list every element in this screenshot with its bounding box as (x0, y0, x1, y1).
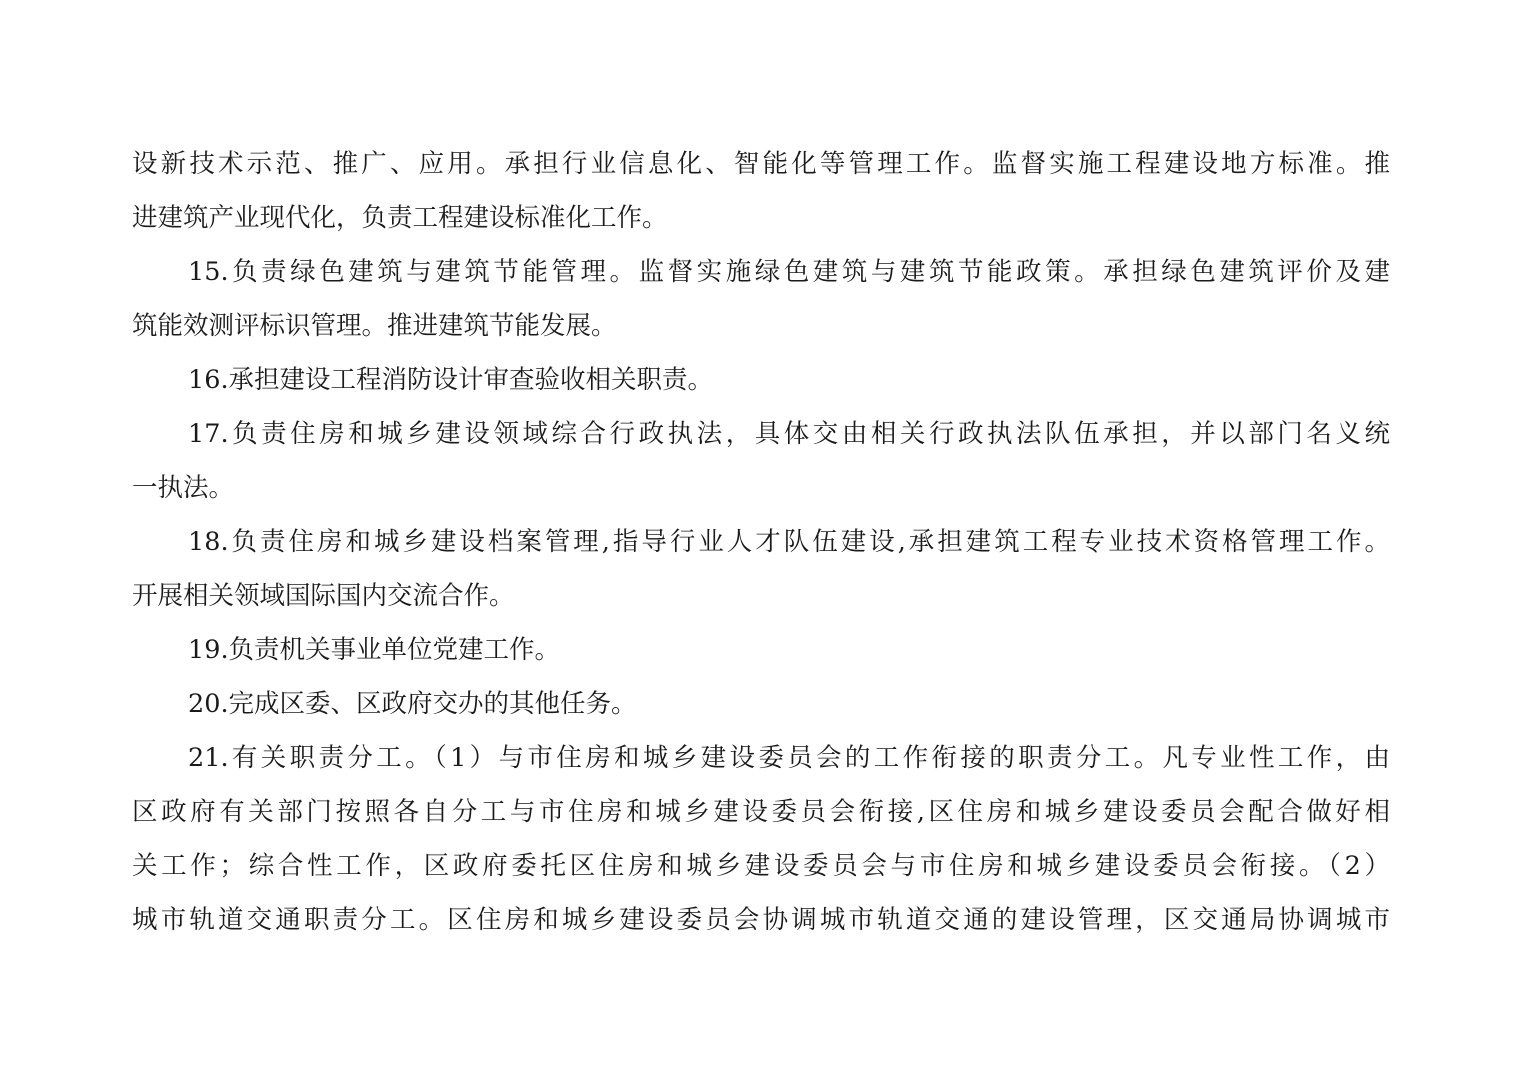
text-line: 设新技术示范、推广、应用。承担行业信息化、智能化等管理工作。监督实施工程建设地方标准。推 (132, 149, 1390, 179)
text-line: 17.负责住房和城乡建设领域综合行政执法，具体交由相关行政执法队伍承担，并以部门名义统 (188, 419, 1390, 449)
text-line: 区政府有关部门按照各自分工与市住房和城乡建设委员会衔接,区住房和城乡建设委员会配合做好相 (132, 797, 1390, 827)
text-line: 16.承担建设工程消防设计审查验收相关职责。 (188, 365, 714, 395)
text-line: 21.有关职责分工。（1）与市住房和城乡建设委员会的工作衔接的职责分工。凡专业性工作，由 (188, 743, 1390, 773)
text-line: 城市轨道交通职责分工。区住房和城乡建设委员会协调城市轨道交通的建设管理，区交通局协调城市 (132, 905, 1390, 935)
text-line: 15.负责绿色建筑与建筑节能管理。监督实施绿色建筑与建筑节能政策。承担绿色建筑评价及建 (188, 257, 1390, 287)
body-text (132, 137, 1390, 947)
text-line: 一执法。 (132, 473, 235, 503)
text-line: 20.完成区委、区政府交办的其他任务。 (188, 689, 637, 719)
text-line: 19.负责机关事业单位党建工作。 (188, 635, 561, 665)
text-line: 18.负责住房和城乡建设档案管理,指导行业人才队伍建设,承担建筑工程专业技术资格管理工作。 (188, 527, 1390, 557)
text-line: 进建筑产业现代化，负责工程建设标准化工作。 (132, 203, 668, 233)
text-line: 关工作；综合性工作，区政府委托区住房和城乡建设委员会与市住房和城乡建设委员会衔接。（2） (132, 851, 1390, 881)
text-line: 筑能效测评标识管理。推进建筑节能发展。 (132, 311, 617, 341)
text-line: 开展相关领域国际国内交流合作。 (132, 581, 515, 611)
